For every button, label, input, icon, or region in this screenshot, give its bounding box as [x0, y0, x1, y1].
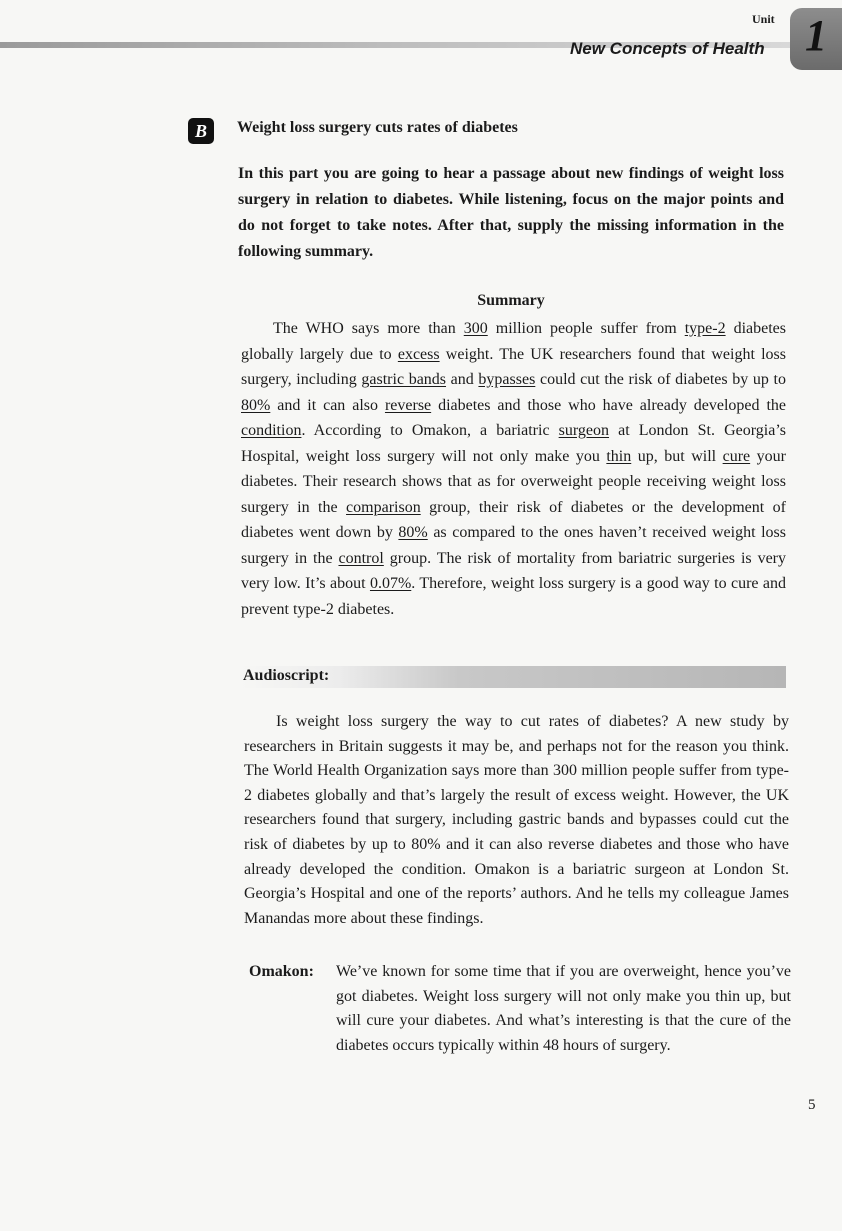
unit-title: New Concepts of Health: [570, 39, 765, 58]
summary-text: diabetes and those who have already developed the: [431, 396, 787, 414]
summary-text: your diabetes. Their research shows that as for overweight people receiving weight loss surgery in the: [241, 447, 786, 516]
speaker-speech: We’ve known for some time that if you are overweight, hence you’ve got diabetes. Weight loss surgery will not only make you thin up, but will cure your diabetes. And what’s interesting is that the cure of the diabetes occurs typically within 48 hours of surgery.: [336, 963, 791, 1054]
instructions: In this part you are going to hear a passage about new findings of weight loss surgery in relation to diabetes. While listening, focus on the major points and do not forget to take notes. After that, supply the missing information in the following summary.: [238, 165, 784, 260]
section-title: Weight loss surgery cuts rates of diabetes: [237, 119, 518, 136]
section-badge: B: [188, 118, 214, 144]
answer: cure: [722, 447, 751, 465]
summary-text: diabetes globally largely due to: [241, 320, 787, 363]
answer: type-2: [684, 320, 726, 337]
audioscript-label: Audioscript:: [243, 667, 330, 684]
answer: comparison: [346, 498, 421, 516]
unit-number: 1: [805, 11, 827, 60]
summary-text: could cut the risk of diabetes by up to: [535, 371, 786, 388]
summary-text: and it can also: [270, 396, 385, 414]
answer: bypasses: [478, 371, 536, 388]
answer: 0.07%: [369, 575, 412, 592]
answer: control: [338, 549, 384, 567]
answer: 80%: [398, 524, 428, 541]
answer: 300: [463, 320, 488, 337]
answer: 80%: [241, 396, 271, 414]
answer: condition: [241, 422, 302, 439]
summary-text: as compared to the ones haven’t received weight loss surgery in the: [241, 524, 786, 567]
summary-text: at London St. Georgia’s Hospital, weight loss surgery will not only make you: [241, 422, 786, 465]
summary-paragraph: [241, 316, 786, 622]
answer: excess: [397, 345, 440, 363]
summary-text: . Therefore, weight loss surgery is a good way to cure and prevent type-2 diabetes.: [241, 575, 786, 618]
summary-text: . According to Omakon, a bariatric: [301, 422, 559, 439]
audioscript-paragraph: [244, 710, 789, 931]
summary-text: weight. The UK researchers found that weight loss surgery, including: [241, 345, 786, 388]
answer: thin: [606, 447, 632, 465]
summary-text: group, their risk of diabetes or the development of diabetes went down by: [241, 498, 786, 541]
summary-heading: Summary: [477, 292, 545, 309]
answer: reverse: [384, 396, 432, 414]
summary-text: up, but will: [631, 447, 723, 465]
answer: gastric bands: [361, 371, 447, 388]
summary-heading-wrap: [0, 292, 842, 310]
answer: surgeon: [558, 422, 610, 439]
page-number: 5: [808, 1097, 816, 1113]
summary-text: The WHO says more than: [273, 320, 464, 337]
summary-text: million people suffer from: [487, 320, 685, 337]
summary-text: and: [446, 371, 479, 388]
summary-text: group. The risk of mortality from bariatric surgeries is very very low. It’s about: [241, 549, 786, 592]
audioscript-text: Is weight loss surgery the way to cut rates of diabetes? A new study by researchers in Britain suggests it may be, and perhaps not for the reason you think. The World Health Organization says more than 300 million people suffer from type-2 diabetes globally and that’s largely the result of excess weight. However, the UK researchers found that surgery, including gastric bands and bypasses could cut the risk of diabetes by up to 80% and it can also reverse diabetes and those who have already developed the condition. Omakon is a bariatric surgeon at London St. Georgia’s Hospital and one of the reports’ authors. And he tells my colleague James Manandas more about these findings.: [244, 713, 789, 927]
speaker-name: Omakon:: [249, 963, 314, 980]
unit-label: Unit: [752, 12, 775, 26]
